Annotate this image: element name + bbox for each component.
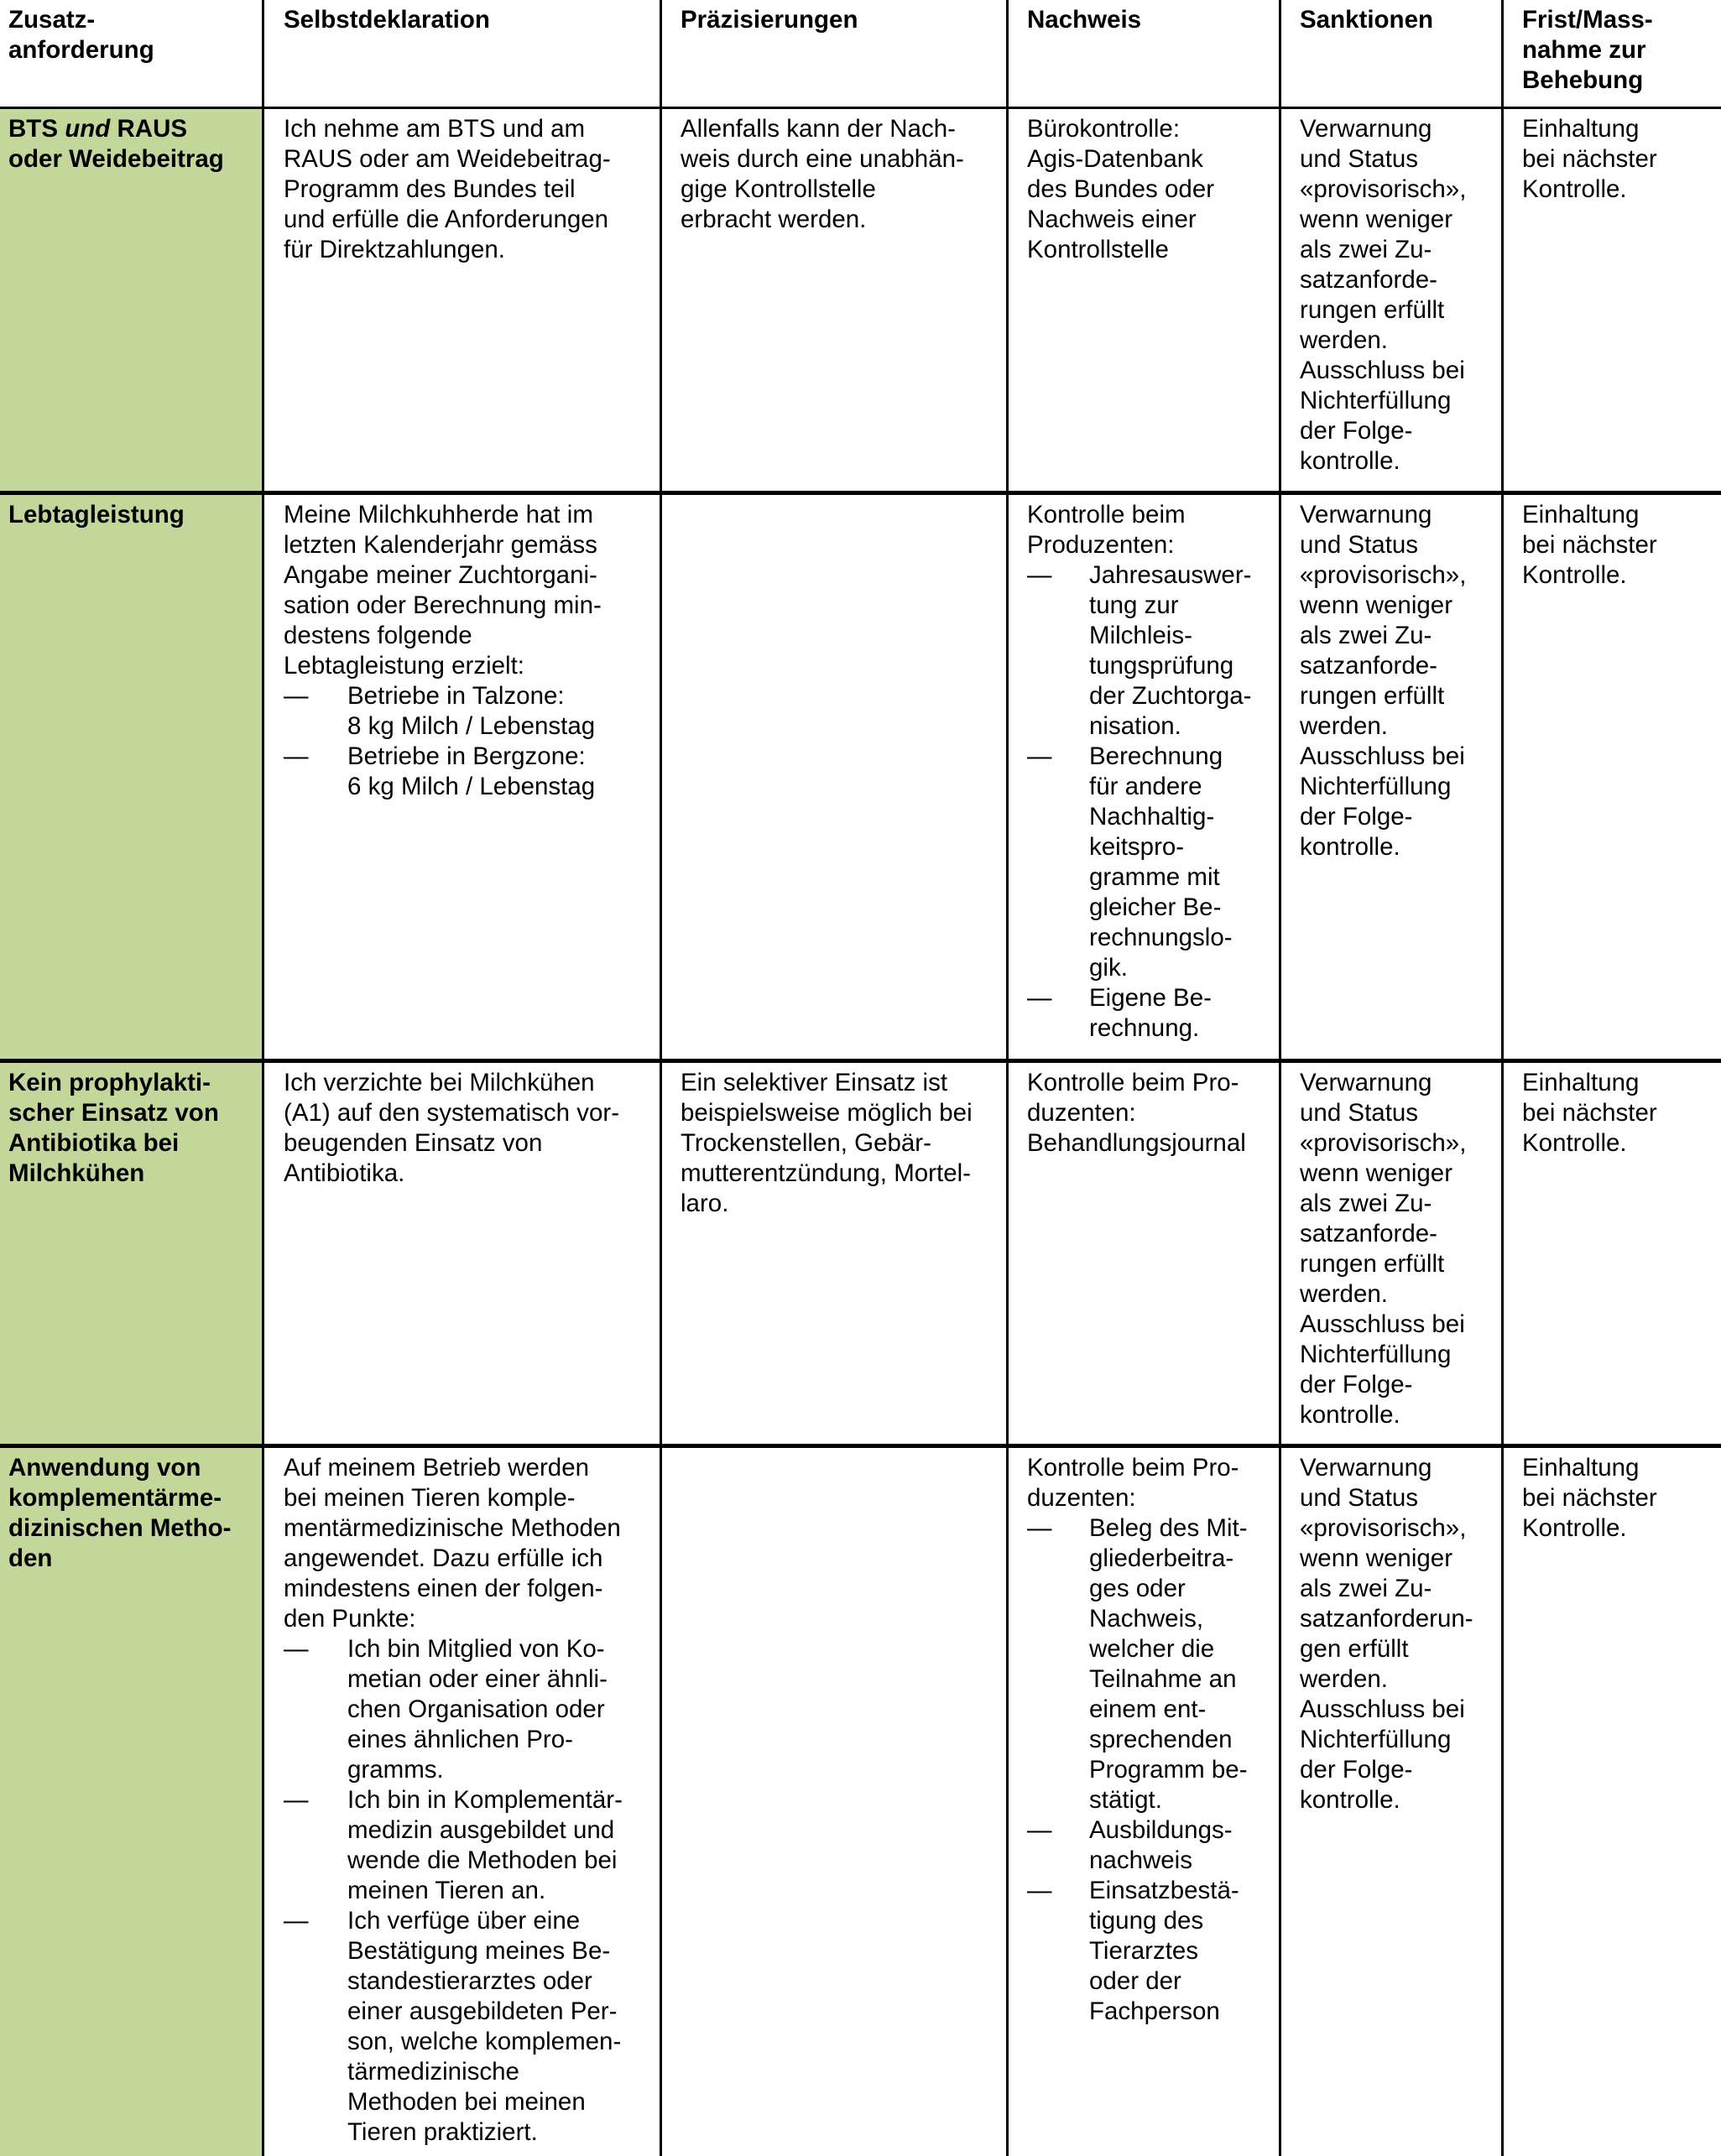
text-line: oder Weidebeitrag xyxy=(8,145,224,173)
text-line: Milchkühen xyxy=(8,1159,145,1187)
text-line: gige Kontrollstelle xyxy=(681,175,876,203)
text-line: Eigene Be- xyxy=(1089,984,1212,1012)
text-line: (A1) auf den systematisch vor- xyxy=(284,1099,620,1127)
dash-bullet-icon: — xyxy=(284,1907,309,1935)
text-line: Lebtagleistung erzielt: xyxy=(284,652,524,680)
text-line: mentärmedizinische Methoden xyxy=(284,1514,621,1542)
text-line: Ich bin in Komplementär- xyxy=(347,1786,623,1814)
cell-sanktionen xyxy=(1281,1448,1501,2156)
cell-praezisierungen xyxy=(662,109,1006,491)
text-line: Ausschluss bei xyxy=(1300,742,1465,770)
text-line: mutterentzündung, Mortel- xyxy=(681,1159,971,1187)
cell-frist xyxy=(1504,1063,1721,1444)
text-line: als zwei Zu- xyxy=(1300,1575,1432,1602)
text-line: gramms. xyxy=(347,1756,444,1784)
text-line: tigung des xyxy=(1089,1907,1204,1935)
text-line: gik. xyxy=(1089,954,1128,982)
text-line: Tieren praktiziert. xyxy=(347,2118,538,2146)
text-line: Beleg des Mit- xyxy=(1089,1514,1248,1542)
header-sanktionen xyxy=(1281,0,1501,107)
text-line: bei nächster xyxy=(1522,145,1657,173)
header-text: anforderung xyxy=(8,36,154,64)
text-line: Nachweis einer xyxy=(1027,206,1197,233)
text-line: einem ent- xyxy=(1089,1695,1207,1723)
text-line: Verwarnung xyxy=(1300,115,1432,143)
text-line: Ausbildungs- xyxy=(1089,1816,1233,1844)
text-line: tung zur xyxy=(1089,591,1179,619)
text-line: rechnungslo- xyxy=(1089,924,1233,951)
text-line: und Status xyxy=(1300,1484,1419,1512)
header-text: Sanktionen xyxy=(1300,6,1433,34)
header-text: Nachweis xyxy=(1027,6,1142,34)
text-line: sprechenden xyxy=(1089,1726,1233,1753)
text-line: «provisorisch», xyxy=(1300,561,1467,589)
text-line: satzanforde- xyxy=(1300,1220,1437,1247)
header-nachweis xyxy=(1009,0,1279,107)
text-line: Kontrollstelle xyxy=(1027,236,1169,263)
text-line: Angabe meiner Zuchtorgani- xyxy=(284,561,597,589)
text-line: kontrolle. xyxy=(1300,1786,1400,1814)
text-line: werden. xyxy=(1300,1665,1388,1693)
text-line: eines ähnlichen Pro- xyxy=(347,1726,573,1753)
text-line: Agis-Datenbank xyxy=(1027,145,1203,173)
text-line: Kontrolle. xyxy=(1522,175,1627,203)
header-frist xyxy=(1504,0,1721,107)
text-line: Kontrolle. xyxy=(1522,1129,1627,1157)
row-divider xyxy=(0,491,1721,495)
text-line: und Status xyxy=(1300,145,1419,173)
cell-nachweis xyxy=(1009,1448,1279,2156)
text-line: sation oder Berechnung min- xyxy=(284,591,602,619)
text-line: Produzenten: xyxy=(1027,531,1175,559)
text-line: beugenden Einsatz von xyxy=(284,1129,543,1157)
text-line: Jahresauswer- xyxy=(1089,561,1252,589)
text-line: Nichterfüllung xyxy=(1300,387,1452,414)
row-divider xyxy=(0,1444,1721,1448)
text-line: der Folge- xyxy=(1300,1756,1413,1784)
text-line: Betriebe in Bergzone: xyxy=(347,742,586,770)
text-line: Ausschluss bei xyxy=(1300,357,1465,384)
text-line: Nichterfüllung xyxy=(1300,1341,1452,1368)
text-line: erbracht werden. xyxy=(681,206,867,233)
text-line: kontrolle. xyxy=(1300,833,1400,861)
header-text: Zusatz- xyxy=(8,6,96,34)
text-line: wenn weniger xyxy=(1300,1544,1453,1572)
bullet-item xyxy=(1027,1815,1275,1876)
cell-praezisierungen xyxy=(662,1063,1006,1444)
cell-frist xyxy=(1504,495,1721,1059)
text-line: wenn weniger xyxy=(1300,1159,1453,1187)
text-line: mindestens einen der folgen- xyxy=(284,1575,603,1602)
text-line: oder der xyxy=(1089,1967,1181,1995)
text-line: Kontrolle. xyxy=(1522,1514,1627,1542)
text-line: «provisorisch», xyxy=(1300,1514,1467,1542)
header-zusatzanforderung xyxy=(0,0,263,107)
text-line: 8 kg Milch / Lebenstag xyxy=(347,712,596,740)
text-line: kontrolle. xyxy=(1300,447,1400,475)
cell-sanktionen xyxy=(1281,1063,1501,1444)
text-line: ges oder xyxy=(1089,1575,1186,1602)
dash-bullet-icon: — xyxy=(284,1635,309,1663)
column-divider xyxy=(262,0,264,2156)
text-line: der Folge- xyxy=(1300,417,1413,445)
row-divider xyxy=(0,1059,1721,1063)
dash-bullet-icon: — xyxy=(1027,561,1052,589)
text-line: den Punkte: xyxy=(284,1605,416,1633)
text-line: chen Organisation oder xyxy=(347,1695,605,1723)
text-line: Allenfalls kann der Nach- xyxy=(681,115,956,143)
cell-frist xyxy=(1504,109,1721,491)
bullet-item xyxy=(284,681,656,742)
text-line: der Folge- xyxy=(1300,803,1413,831)
text-line: satzanforde- xyxy=(1300,266,1437,294)
cell-selbstdeklaration xyxy=(265,495,660,1059)
text-line: Einhaltung xyxy=(1522,1069,1640,1096)
text-line: Fachperson xyxy=(1089,1997,1220,2025)
text-line: bei nächster xyxy=(1522,1484,1657,1512)
text-line: Ich bin Mitglied von Ko- xyxy=(347,1635,605,1663)
text-line: bei nächster xyxy=(1522,531,1657,559)
text-line: rechnung. xyxy=(1089,1014,1200,1042)
text-line: Ich verzichte bei Milchkühen xyxy=(284,1069,595,1096)
text-line: Bestätigung meines Be- xyxy=(347,1937,611,1965)
text-line: des Bundes oder xyxy=(1027,175,1215,203)
text-line: werden. xyxy=(1300,1280,1388,1308)
text-line: Antibiotika. xyxy=(284,1159,405,1187)
text-line: standestierarztes oder xyxy=(347,1967,592,1995)
cell-zusatzanforderung xyxy=(0,109,263,491)
text-line: duzenten: xyxy=(1027,1099,1136,1127)
text-line: meinen Tieren an. xyxy=(347,1877,546,1904)
text-line: Verwarnung xyxy=(1300,1454,1432,1482)
text-line: medizin ausgebildet und xyxy=(347,1816,615,1844)
text-line: Kontrolle. xyxy=(1522,561,1627,589)
text-line: als zwei Zu- xyxy=(1300,236,1432,263)
text-line: keitspro- xyxy=(1089,833,1185,861)
dash-bullet-icon: — xyxy=(1027,1514,1052,1542)
text-line: gliederbeitra- xyxy=(1089,1544,1234,1572)
text-line: gramme mit xyxy=(1089,863,1220,891)
header-praezisierungen xyxy=(662,0,1006,107)
header-text: Selbstdeklaration xyxy=(284,6,490,34)
text-line: Einhaltung xyxy=(1522,1454,1640,1482)
text-line: nisation. xyxy=(1089,712,1181,740)
text-line: Einhaltung xyxy=(1522,115,1640,143)
text-line: Antibiotika bei xyxy=(8,1129,180,1157)
text-line: Programm be- xyxy=(1089,1756,1248,1784)
text-line: gleicher Be- xyxy=(1089,893,1222,921)
cell-selbstdeklaration xyxy=(265,109,660,491)
text-line: tungsprüfung xyxy=(1089,652,1234,680)
text-line: der Zuchtorga- xyxy=(1089,682,1252,710)
bullet-item xyxy=(284,1634,656,1785)
bullet-item xyxy=(284,1785,656,1906)
text-line: bei nächster xyxy=(1522,1099,1657,1127)
cell-selbstdeklaration xyxy=(265,1448,660,2156)
text-line: Kontrolle beim xyxy=(1027,501,1186,529)
text-line: Trockenstellen, Gebär- xyxy=(681,1129,931,1157)
text-line: son, welche komplemen- xyxy=(347,2028,622,2055)
text-line: Ich verfüge über eine xyxy=(347,1907,581,1935)
text-line: wenn weniger xyxy=(1300,206,1453,233)
text-line: laro. xyxy=(681,1190,729,1217)
text-line: metian oder einer ähnli- xyxy=(347,1665,608,1693)
text-line: letzten Kalenderjahr gemäss xyxy=(284,531,597,559)
text-line: als zwei Zu- xyxy=(1300,622,1432,649)
text-line: für andere xyxy=(1089,773,1202,800)
text-line: rungen erfüllt xyxy=(1300,682,1445,710)
text-line: Teilnahme an xyxy=(1089,1665,1237,1693)
cell-nachweis xyxy=(1009,495,1279,1059)
cell-nachweis xyxy=(1009,109,1279,491)
bullet-item xyxy=(1027,1513,1275,1815)
bullet-item xyxy=(284,1906,656,2148)
header-text: Frist/Mass- xyxy=(1522,6,1653,34)
text-line: nachweis xyxy=(1089,1846,1192,1874)
text-line: Nachhaltig- xyxy=(1089,803,1215,831)
text-line: Nichterfüllung xyxy=(1300,1726,1452,1753)
text-line: Ausschluss bei xyxy=(1300,1695,1465,1723)
text-line: angewendet. Dazu erfülle ich xyxy=(284,1544,603,1572)
text-line: RAUS oder am Weidebeitrag- xyxy=(284,145,611,173)
text-line: stätigt. xyxy=(1089,1786,1162,1814)
column-divider xyxy=(1279,0,1281,2156)
text-line: destens folgende xyxy=(284,622,472,649)
text-line: und Status xyxy=(1300,1099,1419,1127)
bullet-item xyxy=(1027,983,1275,1044)
dash-bullet-icon: — xyxy=(1027,742,1052,770)
text-line: Berechnung xyxy=(1089,742,1223,770)
text-line: wenn weniger xyxy=(1300,591,1453,619)
text-line: wende die Methoden bei xyxy=(347,1846,618,1874)
text-line: Verwarnung xyxy=(1300,1069,1432,1096)
bullet-item xyxy=(1027,560,1275,742)
bullet-item xyxy=(1027,1876,1275,2027)
text-line: «provisorisch», xyxy=(1300,175,1467,203)
text-line: Meine Milchkuhherde hat im xyxy=(284,501,593,529)
text-line: weis durch eine unabhän- xyxy=(681,145,964,173)
text-line: komplementärme- xyxy=(8,1484,222,1512)
dash-bullet-icon: — xyxy=(1027,984,1052,1012)
text-line: und erfülle die Anforderungen xyxy=(284,206,609,233)
text-line: als zwei Zu- xyxy=(1300,1190,1432,1217)
cell-sanktionen xyxy=(1281,495,1501,1059)
text-line: satzanforde- xyxy=(1300,652,1437,680)
text-line: Betriebe in Talzone: xyxy=(347,682,565,710)
text-line: gen erfüllt xyxy=(1300,1635,1409,1663)
cell-frist xyxy=(1504,1448,1721,2156)
text-line: und Status xyxy=(1300,531,1419,559)
text-line: beispielsweise möglich bei xyxy=(681,1099,973,1127)
text-line: kontrolle. xyxy=(1300,1401,1400,1429)
text-line: Verwarnung xyxy=(1300,501,1432,529)
cell-zusatzanforderung xyxy=(0,1448,263,2156)
text-line: Auf meinem Betrieb werden xyxy=(284,1454,590,1482)
text-line: Programm des Bundes teil xyxy=(284,175,576,203)
text-line: Bürokontrolle: xyxy=(1027,115,1181,143)
header-text: Präzisierungen xyxy=(681,6,858,34)
text-line: dizinischen Metho- xyxy=(8,1514,232,1542)
cell-praezisierungen xyxy=(662,1448,1006,2156)
text-line: Einsatzbestä- xyxy=(1089,1877,1239,1904)
dash-bullet-icon: — xyxy=(284,682,309,710)
text-line: «provisorisch», xyxy=(1300,1129,1467,1157)
text-line: tärmedizinische xyxy=(347,2058,519,2086)
text-line: der Folge- xyxy=(1300,1371,1413,1398)
text-line: Tierarztes xyxy=(1089,1937,1199,1965)
column-divider xyxy=(1501,0,1504,2156)
text-line: Kein prophylakti- xyxy=(8,1069,211,1096)
header-text: Behebung xyxy=(1522,66,1644,94)
text-line: den xyxy=(8,1544,53,1572)
text-line: bei meinen Tieren komple- xyxy=(284,1484,576,1512)
column-divider xyxy=(660,0,662,2156)
text-line: Ein selektiver Einsatz ist xyxy=(681,1069,948,1096)
cell-praezisierungen xyxy=(662,495,1006,1059)
text-line: Nichterfüllung xyxy=(1300,773,1452,800)
cell-zusatzanforderung xyxy=(0,495,263,1059)
text-line: Lebtagleistung xyxy=(8,501,185,529)
text-line: Methoden bei meinen xyxy=(347,2088,586,2116)
header-text: nahme zur xyxy=(1522,36,1646,64)
text-line: Ausschluss bei xyxy=(1300,1310,1465,1338)
column-divider xyxy=(1006,0,1009,2156)
row-divider xyxy=(0,107,1721,109)
text-line: Kontrolle beim Pro- xyxy=(1027,1069,1239,1096)
bullet-item xyxy=(284,742,656,802)
dash-bullet-icon: — xyxy=(1027,1816,1052,1844)
text-line: satzanforderun- xyxy=(1300,1605,1473,1633)
cell-sanktionen xyxy=(1281,109,1501,491)
text-line: Anwendung von xyxy=(8,1454,201,1482)
text-line: welcher die xyxy=(1089,1635,1215,1663)
text-line: für Direktzahlungen. xyxy=(284,236,506,263)
text-line: Behandlungsjournal xyxy=(1027,1129,1246,1157)
text-line: duzenten: xyxy=(1027,1484,1136,1512)
text-line: Ich nehme am BTS und am xyxy=(284,115,586,143)
text-line: rungen erfüllt xyxy=(1300,296,1445,324)
bullet-item xyxy=(1027,742,1275,983)
header-selbstdeklaration xyxy=(265,0,660,107)
text-line: werden. xyxy=(1300,712,1388,740)
dash-bullet-icon: — xyxy=(284,742,309,770)
text-line: Kontrolle beim Pro- xyxy=(1027,1454,1239,1482)
dash-bullet-icon: — xyxy=(284,1786,309,1814)
cell-nachweis xyxy=(1009,1063,1279,1444)
text-line: 6 kg Milch / Lebenstag xyxy=(347,773,596,800)
text-line: werden. xyxy=(1300,326,1388,354)
text-line: BTS und RAUS xyxy=(8,115,188,143)
dash-bullet-icon: — xyxy=(1027,1877,1052,1904)
text-line: Milchleis- xyxy=(1089,622,1192,649)
text-line: Einhaltung xyxy=(1522,501,1640,529)
text-line: Nachweis, xyxy=(1089,1605,1204,1633)
text-line: rungen erfüllt xyxy=(1300,1250,1445,1278)
cell-selbstdeklaration xyxy=(265,1063,660,1444)
cell-zusatzanforderung xyxy=(0,1063,263,1444)
text-line: einer ausgebildeten Per- xyxy=(347,1997,618,2025)
text-line: scher Einsatz von xyxy=(8,1099,219,1127)
